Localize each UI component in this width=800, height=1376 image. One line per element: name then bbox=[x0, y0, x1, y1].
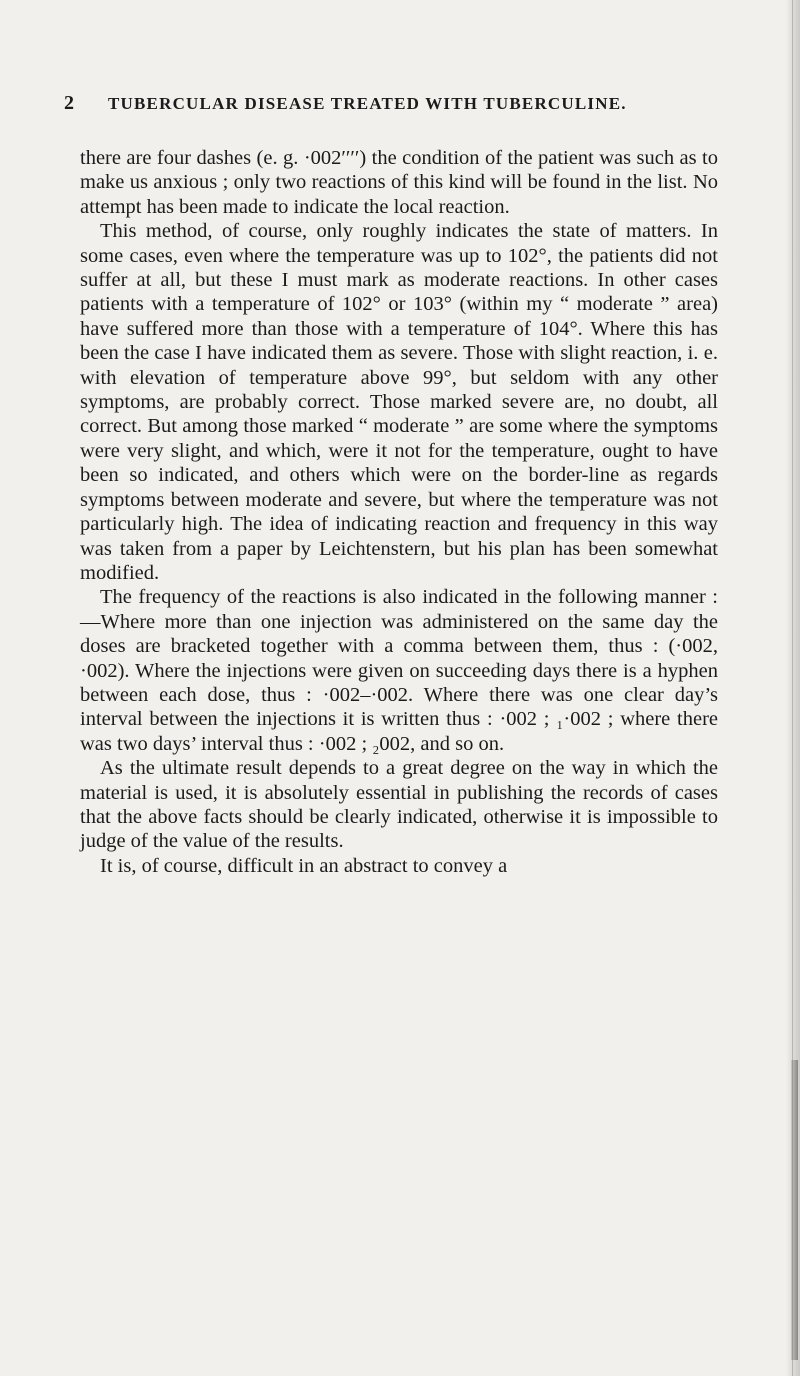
paragraph: As the ultimate result depends to a great degree on the way in which the material is used, it is absolutely essential in publishing the records of cases that the above facts should be clearly indicated, otherwise it is impossible to judge of the value of the results. bbox=[80, 757, 718, 853]
paragraph: The frequency of the reactions is also indicated in the following manner :—Where more than one injection was administered on the same day the doses are bracketed together with a comma between them, thus : (·002, ·002). Where the injections were given on succeeding days there is a hyphen between each dose, thus : ·002–·002. Where there was one clear day’s interval between the injections it is written thus : ·002 ; ₁·002 ; where there was two days’ interval thus : ·002 ; ₂002, and so on. bbox=[80, 586, 718, 755]
page-header bbox=[64, 92, 734, 122]
body-text bbox=[80, 146, 718, 878]
running-title: TUBERCULAR DISEASE TREATED WITH TUBERCULINE. bbox=[108, 94, 627, 113]
paragraph: there are four dashes (e. g. ·002′′′′) the condition of the patient was such as to make us anxious ; only two reactions of this kind will be found in the list. No attempt has been made to indicate the local reaction. bbox=[80, 147, 718, 218]
paragraph: This method, of course, only roughly indicates the state of matters. In some cases, even where the temperature was up to 102°, the patients did not suffer at all, but these I must mark as moderate reactions. In other cases patients with a temperature of 102° or 103° (within my “ moderate ” area) have suffered more than those with a temperature of 104°. Where this has been the case I have indicated them as severe. Those with slight reaction, i. e. with elevation of temperature above 99°, but seldom with any other symptoms, are probably correct. Those marked severe are, no doubt, all correct. But among those marked “ moderate ” are some where the symptoms were very slight, and which, were it not for the temperature, ought to have been so indicated, and others which were on the border-line as regards symptoms between moderate and severe, but where the temperature was not particularly high. The idea of indicating reaction and frequency in this way was taken from a paper by Leichtenstern, but his plan has been somewhat modified. bbox=[80, 220, 718, 584]
binding-shadow bbox=[791, 1060, 798, 1360]
page-number: 2 bbox=[64, 92, 76, 114]
paragraph: It is, of course, difficult in an abstract to convey a bbox=[100, 854, 508, 877]
